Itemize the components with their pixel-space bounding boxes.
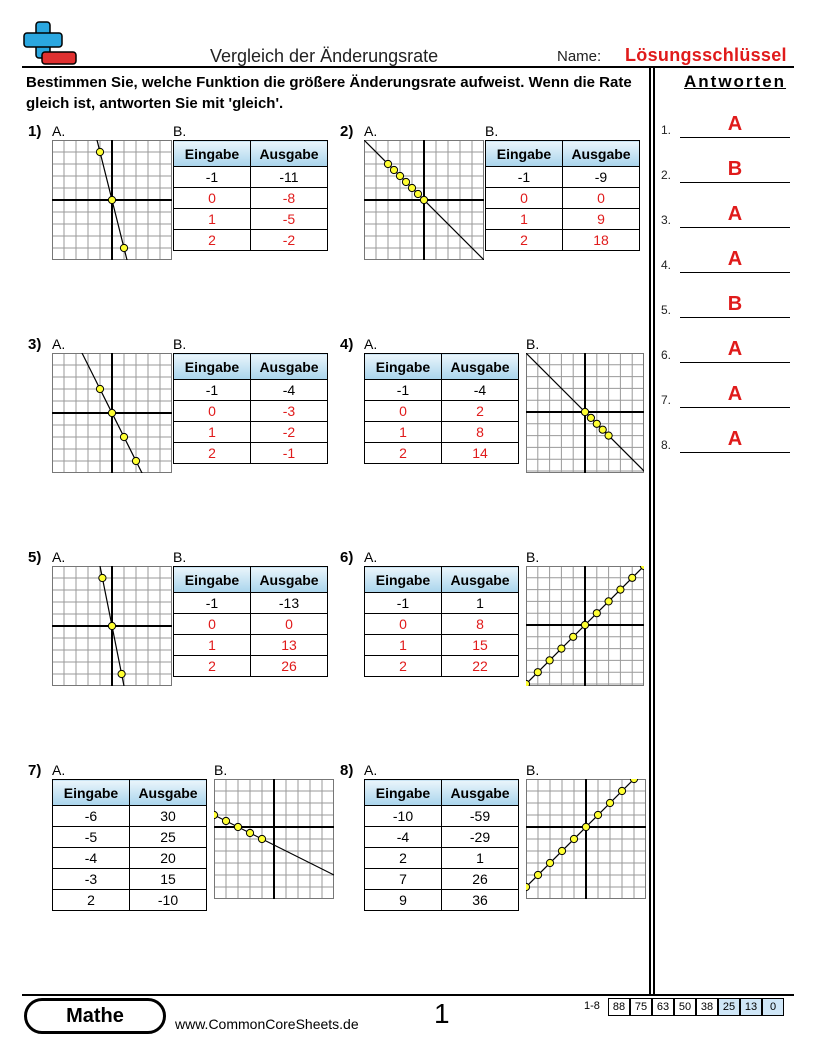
data-point: [108, 196, 115, 203]
header-ausgabe: Ausgabe: [251, 567, 328, 593]
header-ausgabe: Ausgabe: [251, 141, 328, 167]
output-cell: 9: [563, 209, 640, 230]
label-a: A.: [52, 123, 66, 139]
data-point: [605, 598, 612, 605]
line-graph: [214, 779, 334, 899]
answer-value: B: [727, 158, 743, 180]
answer-line: [680, 227, 790, 228]
table-row: [365, 614, 519, 635]
data-point: [593, 610, 600, 617]
input-cell: 2: [486, 230, 563, 251]
table-row: [174, 209, 328, 230]
answer-line: [680, 317, 790, 318]
label-b: B.: [173, 336, 187, 352]
input-cell: 0: [174, 401, 251, 422]
table-row: [365, 635, 519, 656]
output-cell: 14: [442, 443, 519, 464]
answer-line: [680, 272, 790, 273]
problem-number: 2): [340, 123, 354, 140]
table-row: [174, 443, 328, 464]
data-point: [582, 823, 589, 830]
output-cell: 8: [442, 422, 519, 443]
data-point: [214, 811, 218, 818]
answer-number: 6.: [661, 348, 672, 362]
table-row: [53, 890, 207, 911]
problem-number: 7): [28, 762, 42, 779]
input-cell: 1: [365, 635, 442, 656]
input-cell: 2: [174, 230, 251, 251]
table-row: [174, 422, 328, 443]
table-row: [174, 380, 328, 401]
output-cell: -3: [251, 401, 328, 422]
output-cell: -8: [251, 188, 328, 209]
output-cell: -2: [251, 422, 328, 443]
score-cell: 25: [718, 998, 740, 1016]
data-point: [630, 779, 637, 783]
table-row: [53, 848, 207, 869]
input-cell: 2: [365, 656, 442, 677]
input-cell: 0: [486, 188, 563, 209]
answer-line: [680, 362, 790, 363]
data-point: [581, 408, 588, 415]
table-row: [365, 380, 519, 401]
instructions: Bestimmen Sie, welche Funktion die größere Änderungsrate aufweist. Wenn die Rate gleich ist, antworten Sie mit 'gleich'.: [26, 74, 632, 112]
input-output-table: [173, 140, 328, 251]
input-cell: 0: [174, 614, 251, 635]
label-b: B.: [173, 123, 187, 139]
label-b: B.: [526, 762, 540, 778]
output-cell: 26: [442, 869, 519, 890]
data-point: [526, 883, 530, 890]
data-point: [534, 871, 541, 878]
data-point: [402, 178, 409, 185]
input-cell: 1: [174, 422, 251, 443]
data-point: [132, 457, 139, 464]
table-row: [365, 443, 519, 464]
table-row: [486, 188, 640, 209]
data-point: [605, 432, 612, 439]
input-cell: 2: [365, 848, 442, 869]
table-row: [174, 188, 328, 209]
table-row: [174, 656, 328, 677]
table-row: [174, 401, 328, 422]
table-row: [174, 230, 328, 251]
input-cell: 2: [174, 443, 251, 464]
answer-line: [680, 182, 790, 183]
output-cell: 2: [442, 401, 519, 422]
table-row: [365, 869, 519, 890]
input-cell: 2: [174, 656, 251, 677]
output-cell: -59: [442, 806, 519, 827]
data-point: [546, 859, 553, 866]
label-a: A.: [364, 762, 378, 778]
input-output-table: [485, 140, 640, 251]
data-point: [222, 817, 229, 824]
subject-badge: Mathe: [24, 998, 166, 1034]
problem-number: 1): [28, 123, 42, 140]
problem-number: 5): [28, 549, 42, 566]
label-a: A.: [364, 549, 378, 565]
table-row: [365, 848, 519, 869]
output-cell: -10: [130, 890, 207, 911]
answer-line: [680, 137, 790, 138]
line-graph: [52, 353, 172, 473]
score-range: 1-8: [584, 1000, 600, 1012]
data-point: [570, 633, 577, 640]
data-point: [594, 811, 601, 818]
name-label: Name:: [557, 48, 602, 65]
table-row: [174, 593, 328, 614]
table-row: [486, 230, 640, 251]
input-cell: -1: [174, 167, 251, 188]
output-cell: 25: [130, 827, 207, 848]
header-divider: [22, 66, 794, 68]
output-cell: 0: [251, 614, 328, 635]
table-row: [53, 827, 207, 848]
page-title: Vergleich der Änderungsrate: [210, 46, 439, 66]
answer-value: A: [727, 113, 743, 135]
answer-number: 7.: [661, 393, 672, 407]
data-point: [396, 172, 403, 179]
data-point: [606, 799, 613, 806]
output-cell: 36: [442, 890, 519, 911]
output-cell: -1: [251, 443, 328, 464]
answer-value: A: [727, 383, 743, 405]
table-row: [174, 614, 328, 635]
output-cell: -29: [442, 827, 519, 848]
problem-number: 3): [28, 336, 42, 353]
data-point: [390, 166, 397, 173]
line-graph: [52, 566, 172, 686]
output-cell: -13: [251, 593, 328, 614]
table-row: [486, 167, 640, 188]
answer-value: B: [727, 293, 743, 315]
input-cell: -1: [174, 380, 251, 401]
input-output-table: [173, 353, 328, 464]
input-cell: -1: [365, 380, 442, 401]
table-row: [365, 401, 519, 422]
input-cell: 7: [365, 869, 442, 890]
table-row: [365, 593, 519, 614]
input-cell: -1: [365, 593, 442, 614]
input-cell: 2: [365, 443, 442, 464]
input-cell: 1: [174, 209, 251, 230]
input-cell: 1: [174, 635, 251, 656]
input-cell: -1: [174, 593, 251, 614]
output-cell: 15: [442, 635, 519, 656]
input-cell: 0: [365, 614, 442, 635]
score-cell: 88: [608, 998, 630, 1016]
input-cell: 1: [486, 209, 563, 230]
table-row: [174, 635, 328, 656]
table-row: [365, 422, 519, 443]
output-cell: 1: [442, 848, 519, 869]
answer-number: 5.: [661, 303, 672, 317]
output-cell: 20: [130, 848, 207, 869]
footer-divider: [22, 994, 794, 996]
input-cell: 1: [365, 422, 442, 443]
data-point: [258, 835, 265, 842]
data-point: [570, 835, 577, 842]
input-cell: 0: [365, 401, 442, 422]
output-cell: -2: [251, 230, 328, 251]
answer-number: 2.: [661, 168, 672, 182]
answer-value: A: [727, 338, 743, 360]
line-graph: [526, 353, 644, 473]
output-cell: 26: [251, 656, 328, 677]
input-cell: -1: [486, 167, 563, 188]
data-point: [558, 645, 565, 652]
data-point: [534, 669, 541, 676]
output-cell: 15: [130, 869, 207, 890]
label-b: B.: [485, 123, 499, 139]
output-cell: 1: [442, 593, 519, 614]
header-eingabe: Eingabe: [53, 780, 130, 806]
data-point: [246, 829, 253, 836]
data-point: [587, 414, 594, 421]
data-point: [99, 574, 106, 581]
page-number: 1: [434, 998, 450, 1029]
score-cell: 0: [762, 998, 784, 1016]
answer-number: 1.: [661, 123, 672, 137]
data-point: [414, 190, 421, 197]
problem-number: 8): [340, 762, 354, 779]
answer-number: 3.: [661, 213, 672, 227]
data-point: [234, 823, 241, 830]
score-cell: 75: [630, 998, 652, 1016]
data-point: [593, 420, 600, 427]
label-a: A.: [52, 336, 66, 352]
input-cell: -4: [365, 827, 442, 848]
output-cell: 13: [251, 635, 328, 656]
answer-number: 4.: [661, 258, 672, 272]
answer-column-divider-1: [649, 66, 651, 996]
data-point: [118, 670, 125, 677]
data-point: [108, 622, 115, 629]
input-output-table: [173, 566, 328, 677]
input-cell: -6: [53, 806, 130, 827]
line-graph: [526, 566, 644, 686]
header-ausgabe: Ausgabe: [442, 354, 519, 380]
data-point: [629, 574, 636, 581]
line-graph: [526, 779, 646, 899]
input-output-table: [364, 566, 519, 677]
input-output-table: [52, 779, 207, 911]
input-output-table: [364, 353, 519, 464]
header-eingabe: Eingabe: [365, 780, 442, 806]
header-ausgabe: Ausgabe: [442, 567, 519, 593]
label-b: B.: [173, 549, 187, 565]
answer-value: A: [727, 203, 743, 225]
header-eingabe: Eingabe: [365, 354, 442, 380]
line-graph: [364, 140, 484, 260]
label-b: B.: [214, 762, 228, 778]
table-row: [174, 167, 328, 188]
table-row: [486, 209, 640, 230]
header-eingabe: Eingabe: [174, 354, 251, 380]
label-a: A.: [364, 336, 378, 352]
data-point: [120, 433, 127, 440]
output-cell: 22: [442, 656, 519, 677]
line-graph: [52, 140, 172, 260]
output-cell: 30: [130, 806, 207, 827]
input-output-table: [364, 779, 519, 911]
label-a: A.: [364, 123, 378, 139]
name-value: Lösungsschlüssel: [625, 45, 787, 65]
header-ausgabe: Ausgabe: [442, 780, 519, 806]
header-ausgabe: Ausgabe: [251, 354, 328, 380]
output-cell: -9: [563, 167, 640, 188]
data-point: [384, 160, 391, 167]
answer-number: 8.: [661, 438, 672, 452]
output-cell: -4: [442, 380, 519, 401]
output-cell: -5: [251, 209, 328, 230]
data-point: [108, 409, 115, 416]
table-row: [53, 806, 207, 827]
data-point: [120, 244, 127, 251]
input-cell: -10: [365, 806, 442, 827]
table-row: [365, 806, 519, 827]
score-cell: 50: [674, 998, 696, 1016]
site-url: www.CommonCoreSheets.de: [175, 1016, 359, 1032]
label-a: A.: [52, 762, 66, 778]
table-row: [365, 890, 519, 911]
output-cell: 18: [563, 230, 640, 251]
score-cell: 13: [740, 998, 762, 1016]
output-cell: -4: [251, 380, 328, 401]
data-point: [599, 426, 606, 433]
data-point: [408, 184, 415, 191]
label-b: B.: [526, 549, 540, 565]
label-a: A.: [52, 549, 66, 565]
data-point: [420, 196, 427, 203]
output-cell: 8: [442, 614, 519, 635]
answer-line: [680, 407, 790, 408]
header-eingabe: Eingabe: [174, 567, 251, 593]
problem-number: 4): [340, 336, 354, 353]
problem-number: 6): [340, 549, 354, 566]
input-cell: -5: [53, 827, 130, 848]
input-cell: 2: [53, 890, 130, 911]
input-cell: -3: [53, 869, 130, 890]
data-point: [546, 657, 553, 664]
output-cell: 0: [563, 188, 640, 209]
answer-value: A: [727, 248, 743, 270]
data-point: [96, 385, 103, 392]
data-point: [96, 148, 103, 155]
header-ausgabe: Ausgabe: [130, 780, 207, 806]
answer-value: A: [727, 428, 743, 450]
header-eingabe: Eingabe: [486, 141, 563, 167]
header-eingabe: Eingabe: [174, 141, 251, 167]
answers-title: Antworten: [684, 72, 787, 91]
input-cell: 9: [365, 890, 442, 911]
data-point: [581, 621, 588, 628]
data-point: [617, 586, 624, 593]
score-cell: 38: [696, 998, 718, 1016]
answer-column-divider-2: [653, 66, 655, 996]
table-row: [53, 869, 207, 890]
data-point: [558, 847, 565, 854]
header-ausgabe: Ausgabe: [563, 141, 640, 167]
input-cell: 0: [174, 188, 251, 209]
table-row: [365, 656, 519, 677]
header-eingabe: Eingabe: [365, 567, 442, 593]
plus-minus-logo-icon: [22, 20, 78, 68]
table-row: [365, 827, 519, 848]
score-cell: 63: [652, 998, 674, 1016]
label-b: B.: [526, 336, 540, 352]
answer-line: [680, 452, 790, 453]
input-cell: -4: [53, 848, 130, 869]
data-point: [618, 787, 625, 794]
output-cell: -11: [251, 167, 328, 188]
